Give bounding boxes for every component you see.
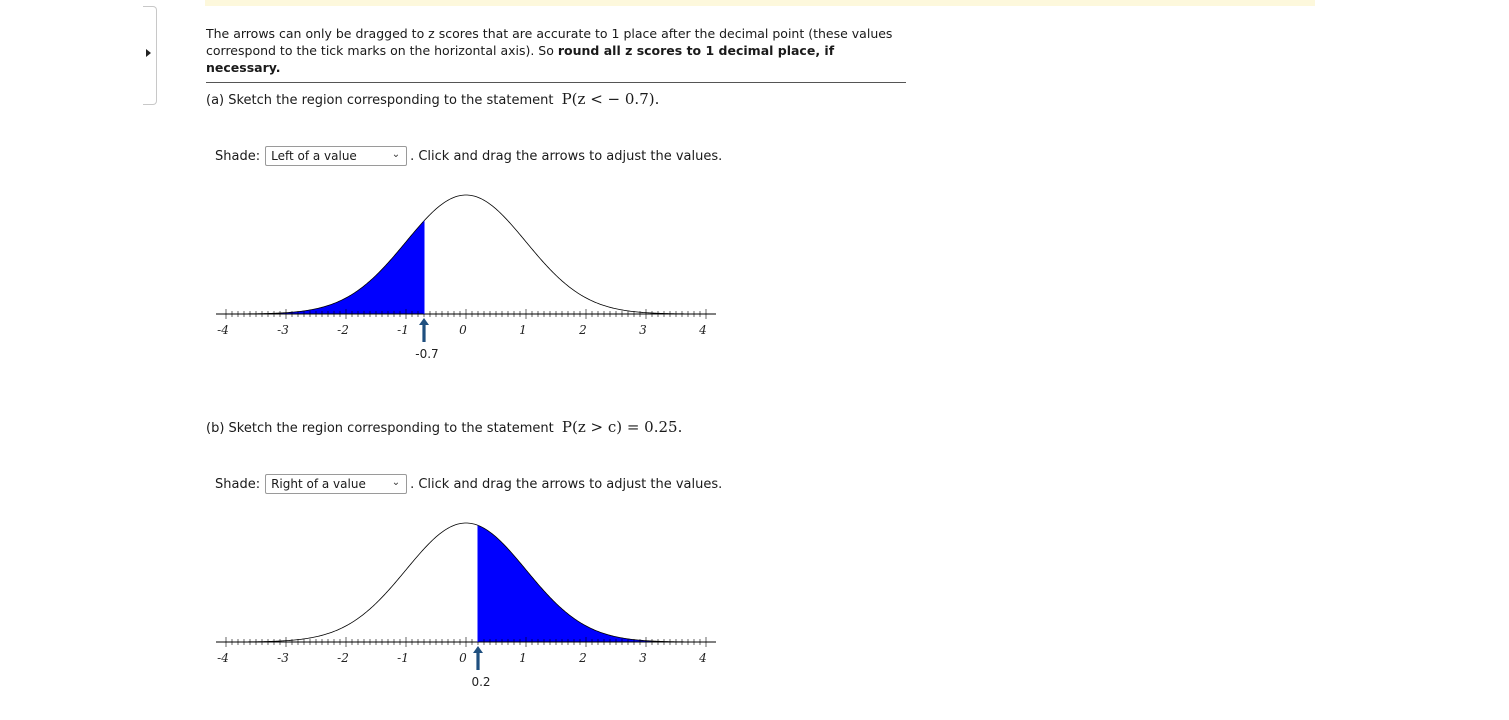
shade-label-a: Shade: bbox=[215, 148, 261, 164]
plot-b-tick-label: 0 bbox=[459, 651, 467, 665]
plot-b-drag-arrow-icon[interactable] bbox=[473, 646, 483, 670]
question-a bbox=[206, 90, 659, 108]
question-b bbox=[206, 418, 682, 436]
chevron-down-icon: ⌄ bbox=[391, 149, 401, 160]
question-b-text: (b) Sketch the region corresponding to the statement bbox=[206, 421, 554, 436]
shade-select-a-value: Left of a value bbox=[271, 149, 357, 163]
plot-a-tick-label: 3 bbox=[639, 323, 647, 337]
shade-hint-a: . Click and drag the arrows to adjust the values. bbox=[410, 148, 723, 164]
plot-b-tick-label: 1 bbox=[519, 651, 527, 665]
shade-label-b: Shade: bbox=[215, 476, 261, 492]
plot-b-tick-label: -4 bbox=[217, 651, 229, 665]
plot-b-curve bbox=[226, 523, 706, 642]
plot-a-drag-arrow-icon[interactable] bbox=[419, 318, 429, 342]
plot-b-shaded-region bbox=[478, 525, 706, 642]
plot-a-tick-label: -3 bbox=[277, 323, 289, 337]
shade-row-a bbox=[215, 146, 722, 166]
plot-a-cutoff-value: -0.7 bbox=[415, 347, 439, 361]
plot-a-tick-label: 2 bbox=[579, 323, 587, 337]
question-a-math: P(z < − 0.7). bbox=[561, 90, 660, 108]
shade-select-b-value: Right of a value bbox=[271, 477, 366, 491]
plot-a-tick-label: -2 bbox=[337, 323, 349, 337]
plot-b-tick-label: 2 bbox=[579, 651, 587, 665]
question-b-math: P(z > c) = 0.25. bbox=[561, 418, 683, 436]
plot-a-arrow-shape[interactable] bbox=[419, 318, 429, 342]
shade-select-b[interactable] bbox=[265, 474, 407, 494]
plot-b-tick-label: -1 bbox=[397, 651, 409, 665]
plot-a-tick-label: 1 bbox=[519, 323, 527, 337]
top-banner bbox=[205, 0, 1315, 6]
plot-a-shaded-region bbox=[226, 221, 424, 314]
instructions bbox=[206, 25, 906, 83]
plot-b-tick-label: -3 bbox=[277, 651, 289, 665]
normal-curve-plot-a bbox=[200, 180, 740, 370]
plot-a-tick-label: -4 bbox=[217, 323, 229, 337]
plot-a-tick-label: -1 bbox=[397, 323, 409, 337]
instructions-emphasis: round all z scores to 1 decimal place, if necessary. bbox=[206, 43, 835, 75]
plot-b-arrow-shape[interactable] bbox=[473, 646, 483, 670]
shade-row-b bbox=[215, 474, 722, 494]
instructions-line-2: correspond to the tick marks on the horizontal axis). So bbox=[206, 43, 558, 58]
plot-b-tick-label: 4 bbox=[699, 651, 707, 665]
plot-a-tick-label: 4 bbox=[699, 323, 707, 337]
instructions-line-1: The arrows can only be dragged to z scores that are accurate to 1 place after the decimal point (these values bbox=[206, 26, 893, 41]
expand-triangle-icon[interactable] bbox=[146, 49, 151, 57]
normal-curve-plot-b bbox=[200, 508, 740, 698]
shade-hint-b: . Click and drag the arrows to adjust the values. bbox=[410, 476, 723, 492]
plot-b-tick-label: 3 bbox=[639, 651, 647, 665]
plot-b-cutoff-value: 0.2 bbox=[471, 675, 491, 689]
plot-b-tick-label: -2 bbox=[337, 651, 349, 665]
question-a-text: (a) Sketch the region corresponding to the statement bbox=[206, 93, 554, 108]
chevron-down-icon: ⌄ bbox=[391, 477, 401, 488]
shade-select-a[interactable] bbox=[265, 146, 407, 166]
plot-a-curve bbox=[226, 195, 706, 314]
plot-a-tick-label: 0 bbox=[459, 323, 467, 337]
